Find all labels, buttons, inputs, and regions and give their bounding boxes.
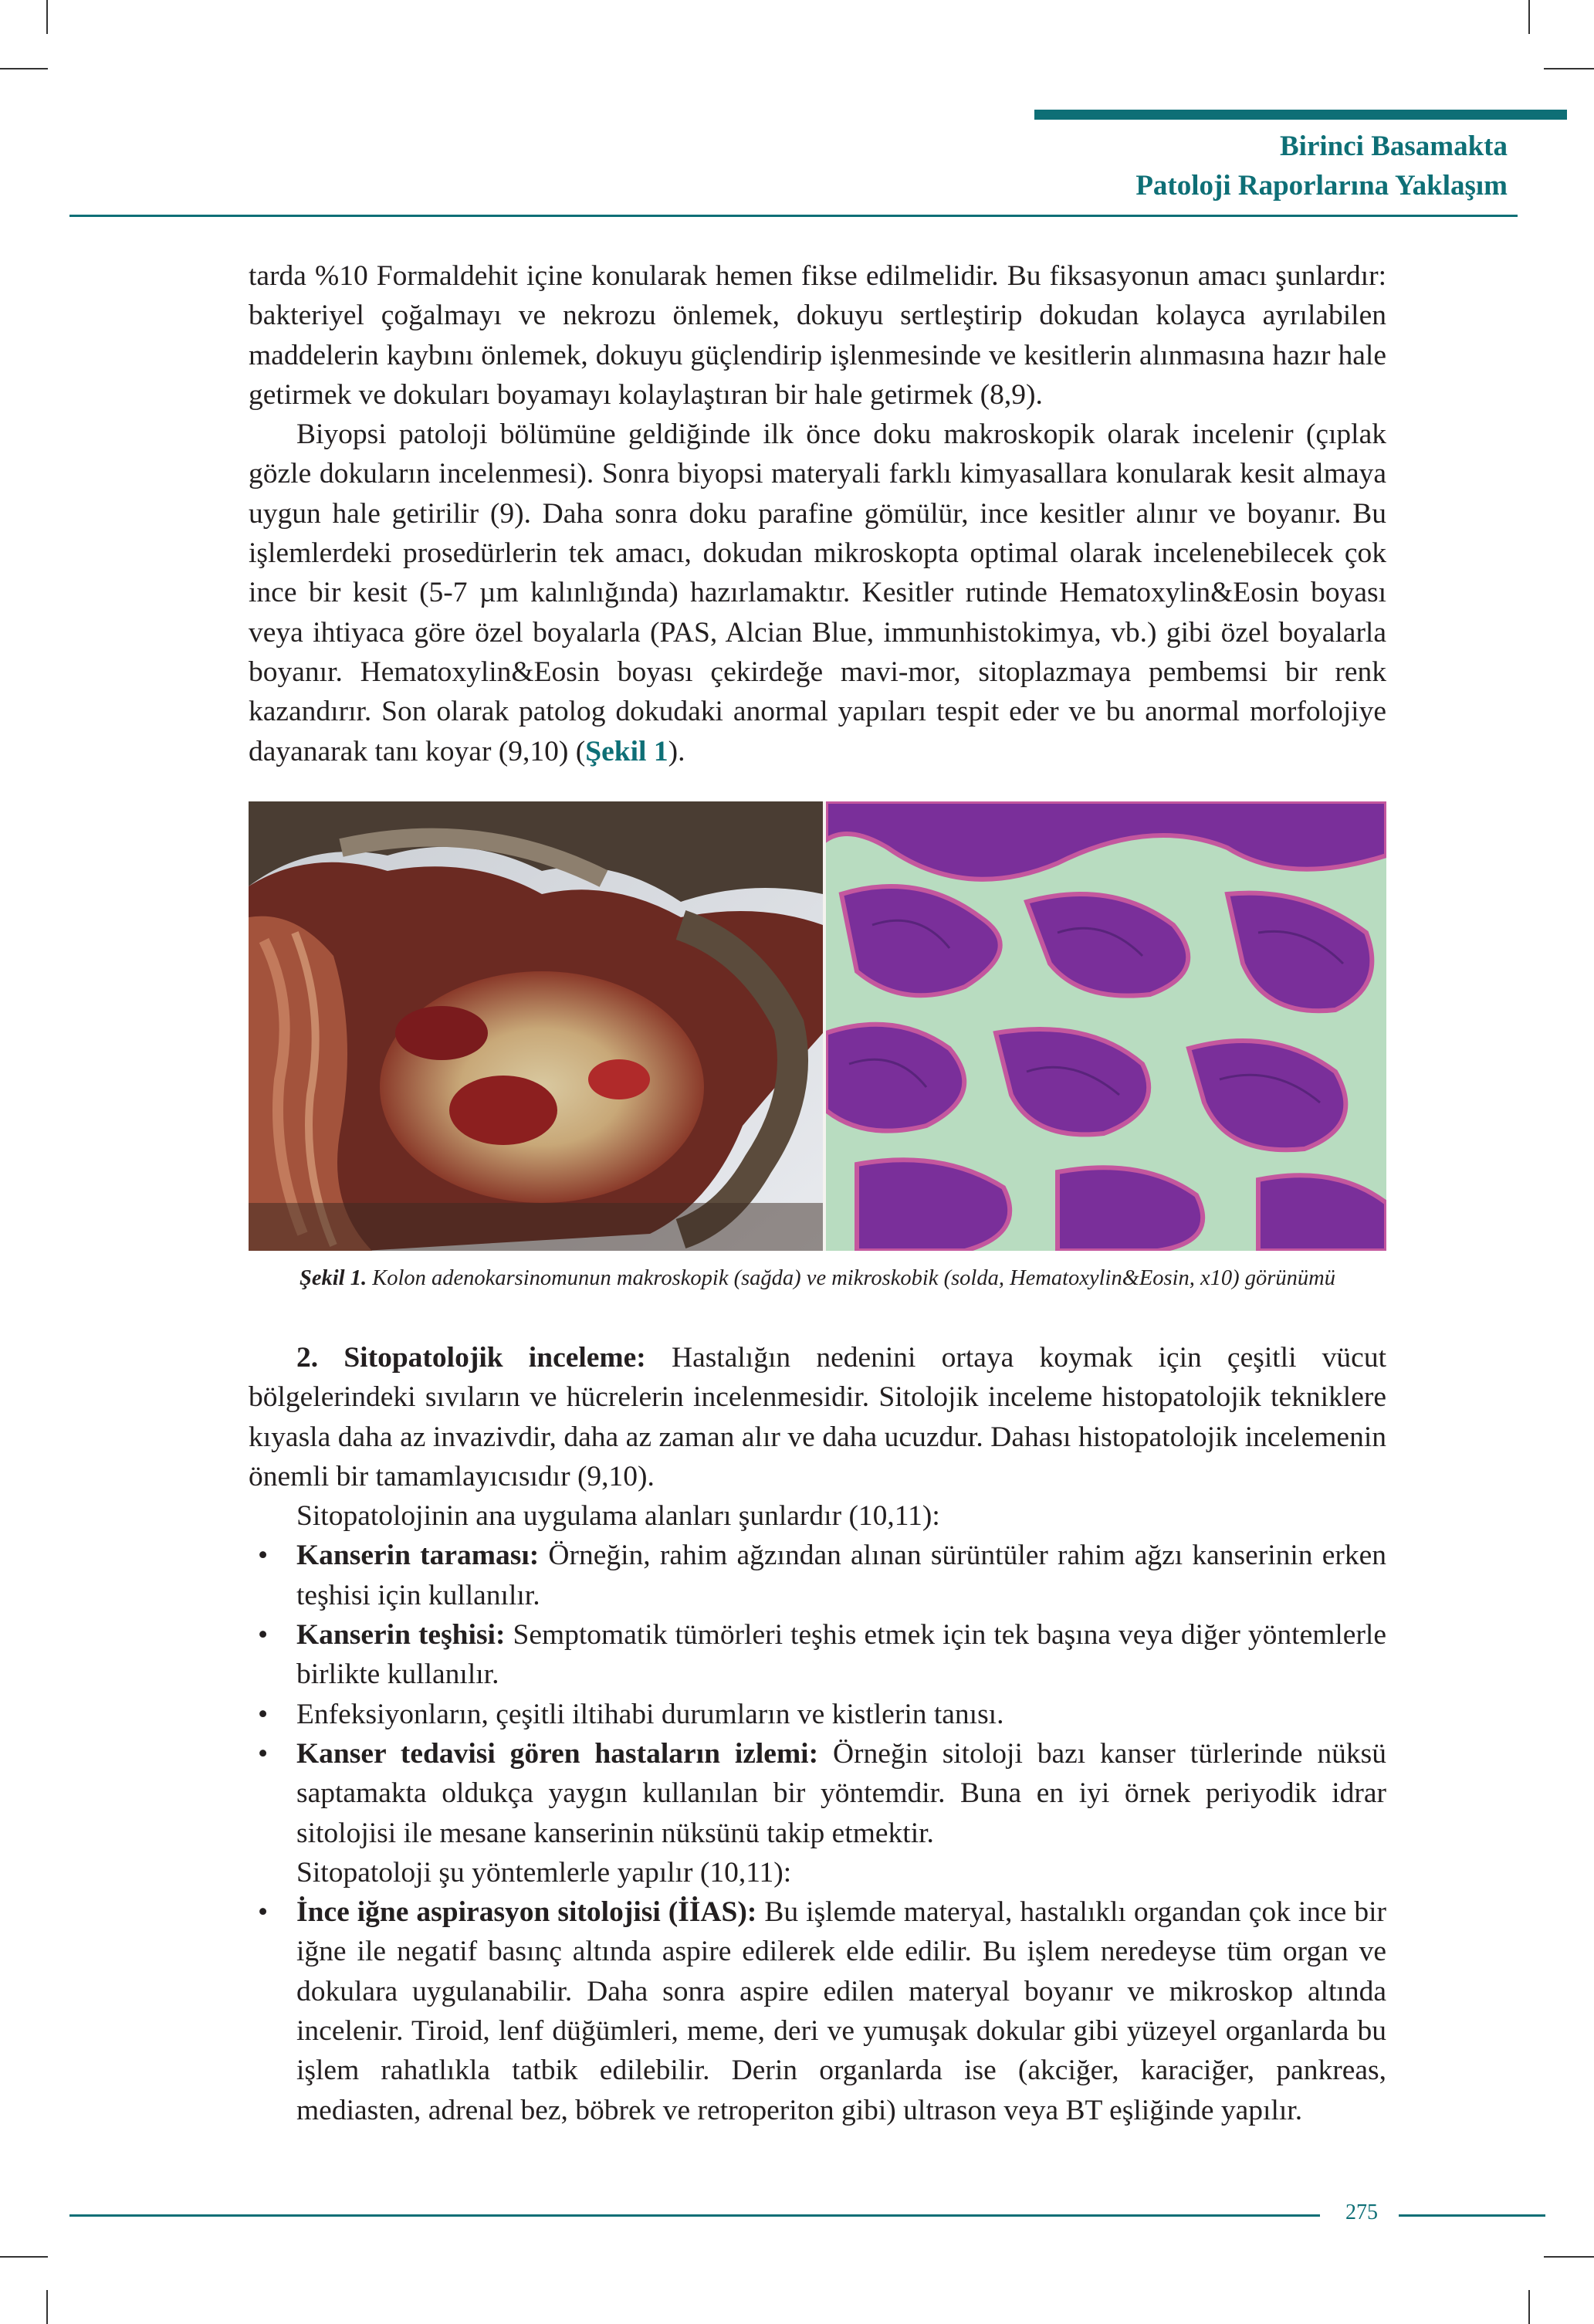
figure-reference-link[interactable]: Şekil 1 bbox=[585, 735, 668, 767]
crop-mark bbox=[1544, 68, 1594, 69]
section-cytopathology bbox=[249, 1338, 1386, 2130]
paragraph bbox=[249, 1338, 1386, 1496]
list-item bbox=[249, 1695, 1386, 1734]
caption-text: Kolon adenokarsinomunun makroskopik (sağda) ve mikroskobik (solda, Hematoxylin&Eosin, x10) görünümü bbox=[367, 1266, 1335, 1290]
crop-mark bbox=[0, 68, 48, 69]
paragraph-text: Hastalığın nedenini ortaya koymak için çeşitli vücut bölgelerindeki sıvıların ve hücrelerin incelenmesidir. Sitolojik inceleme histopatolojik tekniklere kıyasla daha az invazivdir, daha az zaman alır ve daha ucuzdur. Dahası histopatolojik incelemenin önemli bir tamamlayıcısıdır (9,10). bbox=[249, 1342, 1386, 1492]
list-item-text: Bu işlemde materyal, hastalıklı organdan çok ince bir iğne ile negatif basınç altında aspire edilerek elde edilir. Bu işlem neredeyse tüm organ ve dokulara uygulanabilir. Daha sonra aspire edilen materyal boyanır ve mikroskop altında incelenir. Tiroid, lenf düğümleri, meme, deri ve yumuşak dokular gibi yüzeyel organlarda bu işlem rahatlıkla tatbik edilebilir. Derin organlarda ise (akciğer, karaciğer, pankreas, mediasten, adrenal bez, böbrek ve retroperiton gibi) ultrason veya BT eşliğinde yapılır. bbox=[296, 1896, 1386, 2126]
footer-rule-right bbox=[1399, 2214, 1545, 2217]
paragraph bbox=[249, 415, 1386, 771]
microscopic-photo bbox=[826, 801, 1386, 1251]
running-header bbox=[1135, 127, 1508, 205]
figure-caption bbox=[249, 1266, 1386, 1291]
list-item-text: Enfeksiyonların, çeşitli iltihabi durumların ve kistlerin tanısı. bbox=[296, 1698, 1004, 1730]
header-line-2: Patoloji Raporlarına Yaklaşım bbox=[1135, 170, 1508, 202]
intro-text bbox=[249, 256, 1386, 771]
methods-list bbox=[249, 1892, 1386, 2130]
crop-mark bbox=[0, 2256, 48, 2258]
list-item bbox=[249, 1734, 1386, 1853]
list-item bbox=[249, 1892, 1386, 2130]
paragraph-end: ). bbox=[668, 735, 685, 767]
list-item-text: Örneğin sitoloji bazı kanser türlerinde nüksü saptamakta oldukça yaygın kullanılan bir yöntemdir. Buna en iyi örnek periyodik idrar sitolojisi ile mesane kanserinin nüksünü takip etmektir. bbox=[296, 1737, 1386, 1849]
section-heading: 2. Sitopatolojik inceleme: bbox=[296, 1342, 646, 1374]
crop-mark bbox=[1528, 0, 1530, 34]
he-stain-micrograph-image bbox=[826, 801, 1386, 1251]
list-intro: Sitopatolojinin ana uygulama alanları şunlardır (10,11): bbox=[296, 1500, 940, 1533]
list-item-term: İnce iğne aspirasyon sitolojisi (İİAS): bbox=[296, 1896, 757, 1929]
crop-mark bbox=[1528, 2290, 1530, 2324]
header-accent-bar bbox=[1034, 110, 1567, 120]
list-item-term: Kanser tedavisi gören hastaların izlemi: bbox=[296, 1737, 819, 1770]
page-number: 275 bbox=[1345, 2200, 1378, 2224]
header-line-1: Birinci Basamakta bbox=[1280, 130, 1508, 162]
caption-label: Şekil 1. bbox=[300, 1266, 367, 1290]
paragraph: tarda %10 Formaldehit içine konularak hemen fikse edilmelidir. Bu fiksasyonun amacı şunlardır: bakteriyel çoğalmayı ve nekrozu önlemek, dokuyu sertleştirip dokudan kolayca ayrılabilen maddelerin kaybını önlemek, dokuyu güçlendirip işlenmesinde ve kesitlerin alınmasına hazır hale getirmek ve dokuları boyamayı kolaylaştıran bir hale getirmek (8,9). bbox=[249, 260, 1386, 411]
figure-1 bbox=[249, 801, 1386, 1251]
list-intro: Sitopatoloji şu yöntemlerle yapılır (10,11): bbox=[296, 1856, 792, 1889]
crop-mark bbox=[46, 0, 48, 34]
list-item-text: Örneğin, rahim ağzından alınan sürüntüler rahim ağzı kanserinin erken teşhisi için kullanılır. bbox=[296, 1540, 1386, 1611]
header-rule bbox=[69, 215, 1518, 217]
macroscopic-specimen-image bbox=[249, 801, 823, 1251]
list-item-text: Semptomatik tümörleri teşhis etmek için tek başına veya diğer yöntemlerle birlikte kullanılır. bbox=[296, 1619, 1386, 1691]
list-item bbox=[249, 1615, 1386, 1695]
macroscopic-photo bbox=[249, 801, 823, 1251]
crop-mark bbox=[46, 2290, 48, 2324]
list-item bbox=[249, 1536, 1386, 1615]
footer-rule-left bbox=[69, 2214, 1320, 2217]
crop-mark bbox=[1544, 2256, 1594, 2258]
list-item-term: Kanserin teşhisi: bbox=[296, 1619, 506, 1652]
paragraph-text: Biyopsi patoloji bölümüne geldiğinde ilk önce doku makroskopik olarak incelenir (çıplak gözle dokuların incelenmesi). Sonra biyopsi materyali farklı kimyasallara konularak kesit almaya uygun hale getirilir (9). Daha sonra doku parafine gömülür, ince kesitler alınır ve boyanır. Bu işlemlerdeki prosedürlerin tek amacı, dokudan mikroskopta optimal olarak incelenebilecek çok ince bir kesit (5-7 µm kalınlığında) hazırlamaktır. Kesitler rutinde Hematoxylin&Eosin boyası veya ihtiyaca göre özel boyalarla (PAS, Alcian Blue, immunhistokimya, vb.) gibi özel boyalarla boyanır. Hematoxylin&Eosin boyası çekirdeğe mavi-mor, sitoplazmaya pembemsi bir renk kazandırır. Son olarak patolog dokudaki anormal yapıları tespit eder ve bu anormal morfolojiye dayanarak tanı koyar (9,10) ( bbox=[249, 418, 1386, 767]
uses-list bbox=[249, 1536, 1386, 1852]
list-item-term: Kanserin taraması: bbox=[296, 1540, 540, 1572]
